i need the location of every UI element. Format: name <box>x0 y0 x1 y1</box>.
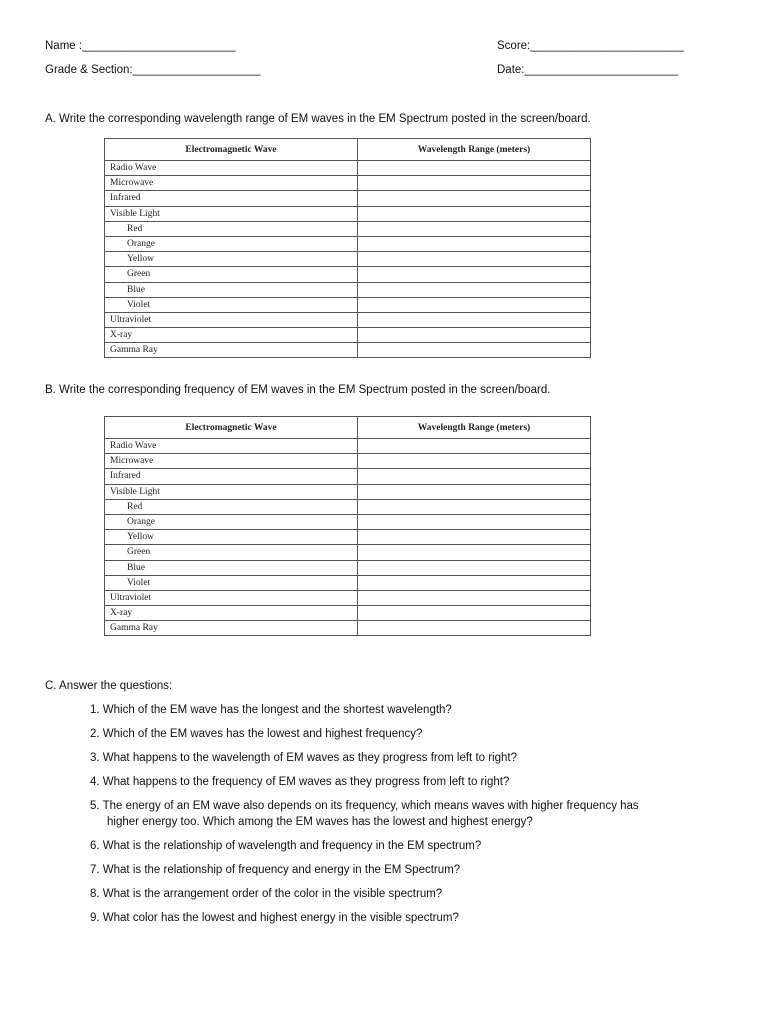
table-row <box>105 236 591 251</box>
answer-cell[interactable] <box>358 499 591 514</box>
answer-cell[interactable] <box>358 439 591 454</box>
wave-name: Blue <box>105 282 358 297</box>
wave-name: Microwave <box>105 176 358 191</box>
grade-section-blank[interactable]: ____________________ <box>132 64 261 76</box>
wave-name: Gamma Ray <box>105 621 358 636</box>
wave-name: Yellow <box>105 252 358 267</box>
section-a-heading: A. Write the corresponding wavelength range of EM waves in the EM Spectrum posted in the screen/board. <box>45 113 591 125</box>
table-row <box>105 439 591 454</box>
answer-cell[interactable] <box>358 236 591 251</box>
column-header-wave: Electromagnetic Wave <box>105 417 358 439</box>
answer-cell[interactable] <box>358 514 591 529</box>
wave-name: Infrared <box>105 469 358 484</box>
question-item <box>90 799 710 830</box>
wave-name: Ultraviolet <box>105 312 358 327</box>
table-row <box>105 297 591 312</box>
table-row <box>105 161 591 176</box>
section-b-heading: B. Write the corresponding frequency of EM waves in the EM Spectrum posted in the screen/board. <box>45 384 551 396</box>
wave-name: Ultraviolet <box>105 590 358 605</box>
wave-name: Visible Light <box>105 206 358 221</box>
wave-name: Infrared <box>105 191 358 206</box>
score-blank[interactable]: ________________________ <box>530 40 684 52</box>
section-c-heading: C. Answer the questions: <box>45 680 173 692</box>
answer-cell[interactable] <box>358 469 591 484</box>
answer-cell[interactable] <box>358 328 591 343</box>
answer-cell[interactable] <box>358 267 591 282</box>
table-row <box>105 343 591 358</box>
date-line <box>497 64 678 76</box>
table-row <box>105 454 591 469</box>
answer-cell[interactable] <box>358 221 591 236</box>
table-row <box>105 575 591 590</box>
answer-cell[interactable] <box>358 282 591 297</box>
wave-name: Orange <box>105 514 358 529</box>
wave-name: Blue <box>105 560 358 575</box>
answer-cell[interactable] <box>358 312 591 327</box>
wavelength-table <box>104 138 591 358</box>
table-row <box>105 606 591 621</box>
table-row <box>105 221 591 236</box>
answer-cell[interactable] <box>358 590 591 605</box>
answer-cell[interactable] <box>358 206 591 221</box>
wave-name: Red <box>105 221 358 236</box>
table-row <box>105 530 591 545</box>
answer-cell[interactable] <box>358 161 591 176</box>
answer-cell[interactable] <box>358 484 591 499</box>
table-row <box>105 328 591 343</box>
answer-cell[interactable] <box>358 545 591 560</box>
answer-cell[interactable] <box>358 530 591 545</box>
wave-name: Orange <box>105 236 358 251</box>
answer-cell[interactable] <box>358 621 591 636</box>
wave-name: X-ray <box>105 606 358 621</box>
table-header-row <box>105 139 591 161</box>
date-label: Date: <box>497 64 525 76</box>
table-row <box>105 545 591 560</box>
answer-cell[interactable] <box>358 454 591 469</box>
question-item: 2. Which of the EM waves has the lowest and highest frequency? <box>90 728 423 740</box>
wave-name: Radio Wave <box>105 161 358 176</box>
question-item: 8. What is the arrangement order of the color in the visible spectrum? <box>90 887 443 900</box>
table-row <box>105 499 591 514</box>
answer-cell[interactable] <box>358 606 591 621</box>
grade-section-line <box>45 64 261 76</box>
wave-name: Radio Wave <box>105 439 358 454</box>
table-row <box>105 191 591 206</box>
column-header-range: Wavelength Range (meters) <box>358 139 591 161</box>
answer-cell[interactable] <box>358 191 591 206</box>
wave-name: Red <box>105 499 358 514</box>
table-row <box>105 282 591 297</box>
column-header-range: Wavelength Range (meters) <box>358 417 591 439</box>
date-blank[interactable]: ________________________ <box>524 64 678 76</box>
table-header-row <box>105 417 591 439</box>
wave-name: Visible Light <box>105 484 358 499</box>
question-item: 9. What color has the lowest and highest energy in the visible spectrum? <box>90 911 459 924</box>
table-row <box>105 176 591 191</box>
table-row <box>105 312 591 327</box>
question-item: 7. What is the relationship of frequency and energy in the EM Spectrum? <box>90 863 461 876</box>
table-row <box>105 590 591 605</box>
table-row <box>105 267 591 282</box>
answer-cell[interactable] <box>358 575 591 590</box>
question-item: 3. What happens to the wavelength of EM waves as they progress from left to right? <box>90 752 517 764</box>
score-label: Score: <box>497 40 531 52</box>
name-blank[interactable]: ________________________ <box>82 40 236 52</box>
question-item: 6. What is the relationship of wavelength and frequency in the EM spectrum? <box>90 839 482 852</box>
answer-cell[interactable] <box>358 297 591 312</box>
question-text: 5. The energy of an EM wave also depends on its frequency, which means waves with higher frequency has <box>90 800 639 812</box>
table-row <box>105 514 591 529</box>
table-row <box>105 484 591 499</box>
frequency-table <box>104 416 591 636</box>
question-text-continued: higher energy too. Which among the EM waves has the lowest and highest energy? <box>107 815 533 828</box>
answer-cell[interactable] <box>358 252 591 267</box>
score-line <box>497 40 684 52</box>
wave-name: Gamma Ray <box>105 343 358 358</box>
wave-name: Yellow <box>105 530 358 545</box>
name-line <box>45 40 236 52</box>
answer-cell[interactable] <box>358 343 591 358</box>
answer-cell[interactable] <box>358 560 591 575</box>
wave-name: Green <box>105 545 358 560</box>
table-row <box>105 252 591 267</box>
wave-name: X-ray <box>105 328 358 343</box>
answer-cell[interactable] <box>358 176 591 191</box>
wave-name: Violet <box>105 575 358 590</box>
grade-section-label: Grade & Section: <box>45 64 133 76</box>
wave-name: Green <box>105 267 358 282</box>
column-header-wave: Electromagnetic Wave <box>105 139 358 161</box>
name-label: Name : <box>45 40 83 52</box>
table-row <box>105 469 591 484</box>
table-row <box>105 560 591 575</box>
table-row <box>105 621 591 636</box>
table-row <box>105 206 591 221</box>
wave-name: Microwave <box>105 454 358 469</box>
question-item: 1. Which of the EM wave has the longest and the shortest wavelength? <box>90 704 452 716</box>
wave-name: Violet <box>105 297 358 312</box>
question-item: 4. What happens to the frequency of EM waves as they progress from left to right? <box>90 776 510 788</box>
question-list <box>90 703 710 935</box>
